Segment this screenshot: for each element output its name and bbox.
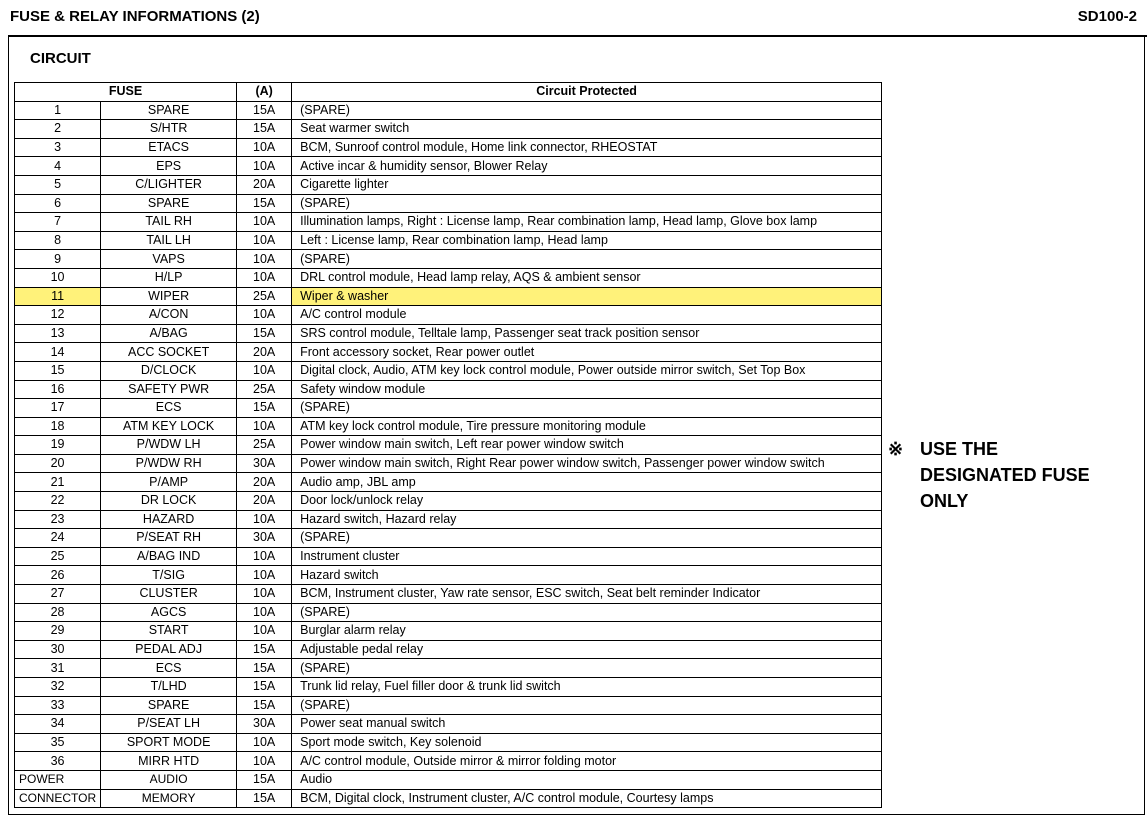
fuse-amperage: 25A <box>237 380 292 399</box>
table-row <box>15 324 882 343</box>
fuse-number: 15 <box>15 361 101 380</box>
fuse-name: EPS <box>101 157 237 176</box>
table-row <box>15 250 882 269</box>
circuit-protected: Wiper & washer <box>292 287 882 306</box>
fuse-number: 27 <box>15 585 101 604</box>
fuse-number: 26 <box>15 566 101 585</box>
fuse-amperage: 15A <box>237 120 292 139</box>
fuse-number: 10 <box>15 268 101 287</box>
note-reference-mark: ※ <box>888 439 904 459</box>
connector-amp: 15A <box>237 789 292 808</box>
fuse-amperage: 15A <box>237 194 292 213</box>
table-row <box>15 640 882 659</box>
circuit-protected: Burglar alarm relay <box>292 622 882 641</box>
circuit-protected: Adjustable pedal relay <box>292 640 882 659</box>
circuit-protected: Trunk lid relay, Fuel filler door & trunk lid switch <box>292 678 882 697</box>
fuse-number: 25 <box>15 547 101 566</box>
amp-header: (A) <box>237 83 292 102</box>
designated-fuse-note <box>888 436 1090 514</box>
fuse-name: T/LHD <box>101 678 237 697</box>
fuse-number: 32 <box>15 678 101 697</box>
table-row <box>15 510 882 529</box>
fuse-header: FUSE <box>15 83 237 102</box>
circuit-protected: Active incar & humidity sensor, Blower Relay <box>292 157 882 176</box>
table-row <box>15 399 882 418</box>
fuse-name: SPORT MODE <box>101 733 237 752</box>
fuse-amperage: 10A <box>237 603 292 622</box>
fuse-number: 21 <box>15 473 101 492</box>
table-row <box>15 454 882 473</box>
circuit-header: Circuit Protected <box>292 83 882 102</box>
fuse-name: A/BAG <box>101 324 237 343</box>
fuse-number: 16 <box>15 380 101 399</box>
circuit-protected: SRS control module, Telltale lamp, Passenger seat track position sensor <box>292 324 882 343</box>
fuse-name: MIRR HTD <box>101 752 237 771</box>
circuit-protected: Power window main switch, Left rear power window switch <box>292 436 882 455</box>
circuit-protected: Instrument cluster <box>292 547 882 566</box>
fuse-amperage: 15A <box>237 659 292 678</box>
fuse-number: 11 <box>15 287 101 306</box>
fuse-name: CLUSTER <box>101 585 237 604</box>
circuit-protected: (SPARE) <box>292 659 882 678</box>
fuse-name: SPARE <box>101 194 237 213</box>
fuse-number: 30 <box>15 640 101 659</box>
fuse-amperage: 30A <box>237 715 292 734</box>
document-code: SD100-2 <box>1077 8 1137 25</box>
note-line-2: DESIGNATED FUSE <box>920 465 1090 485</box>
fuse-name: ETACS <box>101 138 237 157</box>
table-row <box>15 733 882 752</box>
connector-label-power: POWER <box>15 770 101 789</box>
fuse-amperage: 15A <box>237 324 292 343</box>
fuse-name: ATM KEY LOCK <box>101 417 237 436</box>
connector-sub-name: MEMORY <box>101 789 237 808</box>
fuse-name: VAPS <box>101 250 237 269</box>
fuse-amperage: 10A <box>237 585 292 604</box>
circuit-protected: ATM key lock control module, Tire pressure monitoring module <box>292 417 882 436</box>
table-row <box>15 566 882 585</box>
table-row <box>15 343 882 362</box>
fuse-amperage: 10A <box>237 752 292 771</box>
table-row <box>15 585 882 604</box>
fuse-name: TAIL RH <box>101 213 237 232</box>
fuse-number: 18 <box>15 417 101 436</box>
table-row <box>15 529 882 548</box>
fuse-number: 35 <box>15 733 101 752</box>
circuit-protected: Sport mode switch, Key solenoid <box>292 733 882 752</box>
note-line-1: USE THE <box>920 439 999 459</box>
fuse-amperage: 15A <box>237 101 292 120</box>
circuit-protected: Illumination lamps, Right : License lamp, Rear combination lamp, Head lamp, Glove box lamp <box>292 213 882 232</box>
table-row <box>15 417 882 436</box>
fuse-amperage: 30A <box>237 454 292 473</box>
fuse-name: HAZARD <box>101 510 237 529</box>
fuse-amperage: 10A <box>237 231 292 250</box>
fuse-amperage: 10A <box>237 361 292 380</box>
table-row <box>15 380 882 399</box>
fuse-table <box>14 82 882 808</box>
fuse-name: A/BAG IND <box>101 547 237 566</box>
fuse-amperage: 10A <box>237 510 292 529</box>
fuse-number: 8 <box>15 231 101 250</box>
fuse-name: D/CLOCK <box>101 361 237 380</box>
circuit-protected: (SPARE) <box>292 696 882 715</box>
fuse-number: 23 <box>15 510 101 529</box>
circuit-protected: Seat warmer switch <box>292 120 882 139</box>
fuse-number: 9 <box>15 250 101 269</box>
fuse-name: DR LOCK <box>101 492 237 511</box>
table-row <box>15 213 882 232</box>
fuse-number: 22 <box>15 492 101 511</box>
fuse-number: 36 <box>15 752 101 771</box>
fuse-number: 14 <box>15 343 101 362</box>
fuse-number: 6 <box>15 194 101 213</box>
table-row <box>15 492 882 511</box>
fuse-amperage: 30A <box>237 529 292 548</box>
fuse-amperage: 15A <box>237 678 292 697</box>
fuse-amperage: 10A <box>237 268 292 287</box>
fuse-number: 20 <box>15 454 101 473</box>
fuse-number: 31 <box>15 659 101 678</box>
fuse-name: A/CON <box>101 306 237 325</box>
fuse-amperage: 10A <box>237 138 292 157</box>
table-row <box>15 138 882 157</box>
fuse-table-body <box>15 101 882 808</box>
fuse-name: C/LIGHTER <box>101 175 237 194</box>
fuse-number: 13 <box>15 324 101 343</box>
fuse-name: P/SEAT LH <box>101 715 237 734</box>
fuse-name: SPARE <box>101 696 237 715</box>
circuit-protected: Hazard switch <box>292 566 882 585</box>
table-row <box>15 622 882 641</box>
table-row <box>15 287 882 306</box>
circuit-protected: (SPARE) <box>292 399 882 418</box>
circuit-protected: Hazard switch, Hazard relay <box>292 510 882 529</box>
fuse-name: T/SIG <box>101 566 237 585</box>
fuse-name: ECS <box>101 399 237 418</box>
circuit-protected: Power seat manual switch <box>292 715 882 734</box>
fuse-number: 33 <box>15 696 101 715</box>
fuse-amperage: 10A <box>237 157 292 176</box>
table-row <box>15 678 882 697</box>
circuit-protected: A/C control module, Outside mirror & mirror folding motor <box>292 752 882 771</box>
fuse-number: 17 <box>15 399 101 418</box>
fuse-name: P/WDW RH <box>101 454 237 473</box>
fuse-amperage: 20A <box>237 175 292 194</box>
fuse-number: 5 <box>15 175 101 194</box>
fuse-amperage: 10A <box>237 213 292 232</box>
connector-label-connector: CONNECTOR <box>15 789 101 808</box>
fuse-amperage: 10A <box>237 250 292 269</box>
fuse-amperage: 20A <box>237 492 292 511</box>
table-row <box>15 268 882 287</box>
note-line-3: ONLY <box>920 491 969 511</box>
fuse-amperage: 15A <box>237 399 292 418</box>
circuit-protected: A/C control module <box>292 306 882 325</box>
connector-desc: BCM, Digital clock, Instrument cluster, A/C control module, Courtesy lamps <box>292 789 882 808</box>
table-row <box>15 231 882 250</box>
table-row <box>15 696 882 715</box>
section-title: CIRCUIT <box>30 50 91 67</box>
table-row <box>15 715 882 734</box>
fuse-name: TAIL LH <box>101 231 237 250</box>
table-row <box>15 101 882 120</box>
circuit-protected: BCM, Sunroof control module, Home link connector, RHEOSTAT <box>292 138 882 157</box>
fuse-amperage: 10A <box>237 622 292 641</box>
fuse-name: H/LP <box>101 268 237 287</box>
fuse-number: 24 <box>15 529 101 548</box>
connector-amp: 15A <box>237 770 292 789</box>
fuse-amperage: 10A <box>237 566 292 585</box>
circuit-protected: BCM, Instrument cluster, Yaw rate sensor, ESC switch, Seat belt reminder Indicator <box>292 585 882 604</box>
table-row <box>15 752 882 771</box>
fuse-amperage: 15A <box>237 696 292 715</box>
fuse-name: S/HTR <box>101 120 237 139</box>
fuse-number: 1 <box>15 101 101 120</box>
connector-row-audio <box>15 770 882 789</box>
fuse-number: 28 <box>15 603 101 622</box>
fuse-name: P/WDW LH <box>101 436 237 455</box>
header-bar <box>0 0 1147 36</box>
circuit-protected: DRL control module, Head lamp relay, AQS & ambient sensor <box>292 268 882 287</box>
table-row <box>15 361 882 380</box>
circuit-protected: Digital clock, Audio, ATM key lock control module, Power outside mirror switch, Set Top Box <box>292 361 882 380</box>
fuse-name: PEDAL ADJ <box>101 640 237 659</box>
page-title: FUSE & RELAY INFORMATIONS (2) <box>10 8 260 25</box>
fuse-name: AGCS <box>101 603 237 622</box>
circuit-protected: (SPARE) <box>292 194 882 213</box>
circuit-protected: Left : License lamp, Rear combination lamp, Head lamp <box>292 231 882 250</box>
fuse-number: 34 <box>15 715 101 734</box>
circuit-protected: (SPARE) <box>292 101 882 120</box>
fuse-number: 4 <box>15 157 101 176</box>
circuit-protected: Cigarette lighter <box>292 175 882 194</box>
connector-sub-name: AUDIO <box>101 770 237 789</box>
fuse-amperage: 10A <box>237 306 292 325</box>
circuit-protected: Power window main switch, Right Rear power window switch, Passenger power window switch <box>292 454 882 473</box>
circuit-protected: Door lock/unlock relay <box>292 492 882 511</box>
fuse-name: WIPER <box>101 287 237 306</box>
table-row <box>15 547 882 566</box>
fuse-number: 3 <box>15 138 101 157</box>
fuse-amperage: 25A <box>237 436 292 455</box>
fuse-amperage: 10A <box>237 733 292 752</box>
fuse-number: 7 <box>15 213 101 232</box>
fuse-amperage: 25A <box>237 287 292 306</box>
fuse-name: ACC SOCKET <box>101 343 237 362</box>
fuse-name: ECS <box>101 659 237 678</box>
fuse-amperage: 10A <box>237 547 292 566</box>
table-row <box>15 603 882 622</box>
fuse-number: 2 <box>15 120 101 139</box>
fuse-name: P/AMP <box>101 473 237 492</box>
table-row <box>15 659 882 678</box>
connector-desc: Audio <box>292 770 882 789</box>
fuse-name: SAFETY PWR <box>101 380 237 399</box>
table-header-row <box>15 83 882 102</box>
table-row <box>15 120 882 139</box>
fuse-number: 19 <box>15 436 101 455</box>
fuse-name: P/SEAT RH <box>101 529 237 548</box>
circuit-protected: (SPARE) <box>292 603 882 622</box>
circuit-protected: Audio amp, JBL amp <box>292 473 882 492</box>
fuse-name: SPARE <box>101 101 237 120</box>
fuse-number: 12 <box>15 306 101 325</box>
fuse-number: 29 <box>15 622 101 641</box>
circuit-protected: (SPARE) <box>292 529 882 548</box>
fuse-amperage: 15A <box>237 640 292 659</box>
table-row <box>15 473 882 492</box>
circuit-protected: (SPARE) <box>292 250 882 269</box>
fuse-amperage: 20A <box>237 473 292 492</box>
table-row <box>15 306 882 325</box>
table-row <box>15 436 882 455</box>
circuit-protected: Front accessory socket, Rear power outlet <box>292 343 882 362</box>
table-row <box>15 175 882 194</box>
circuit-protected: Safety window module <box>292 380 882 399</box>
fuse-amperage: 10A <box>237 417 292 436</box>
table-row <box>15 194 882 213</box>
table-row <box>15 157 882 176</box>
fuse-amperage: 20A <box>237 343 292 362</box>
connector-row-memory <box>15 789 882 808</box>
fuse-name: START <box>101 622 237 641</box>
